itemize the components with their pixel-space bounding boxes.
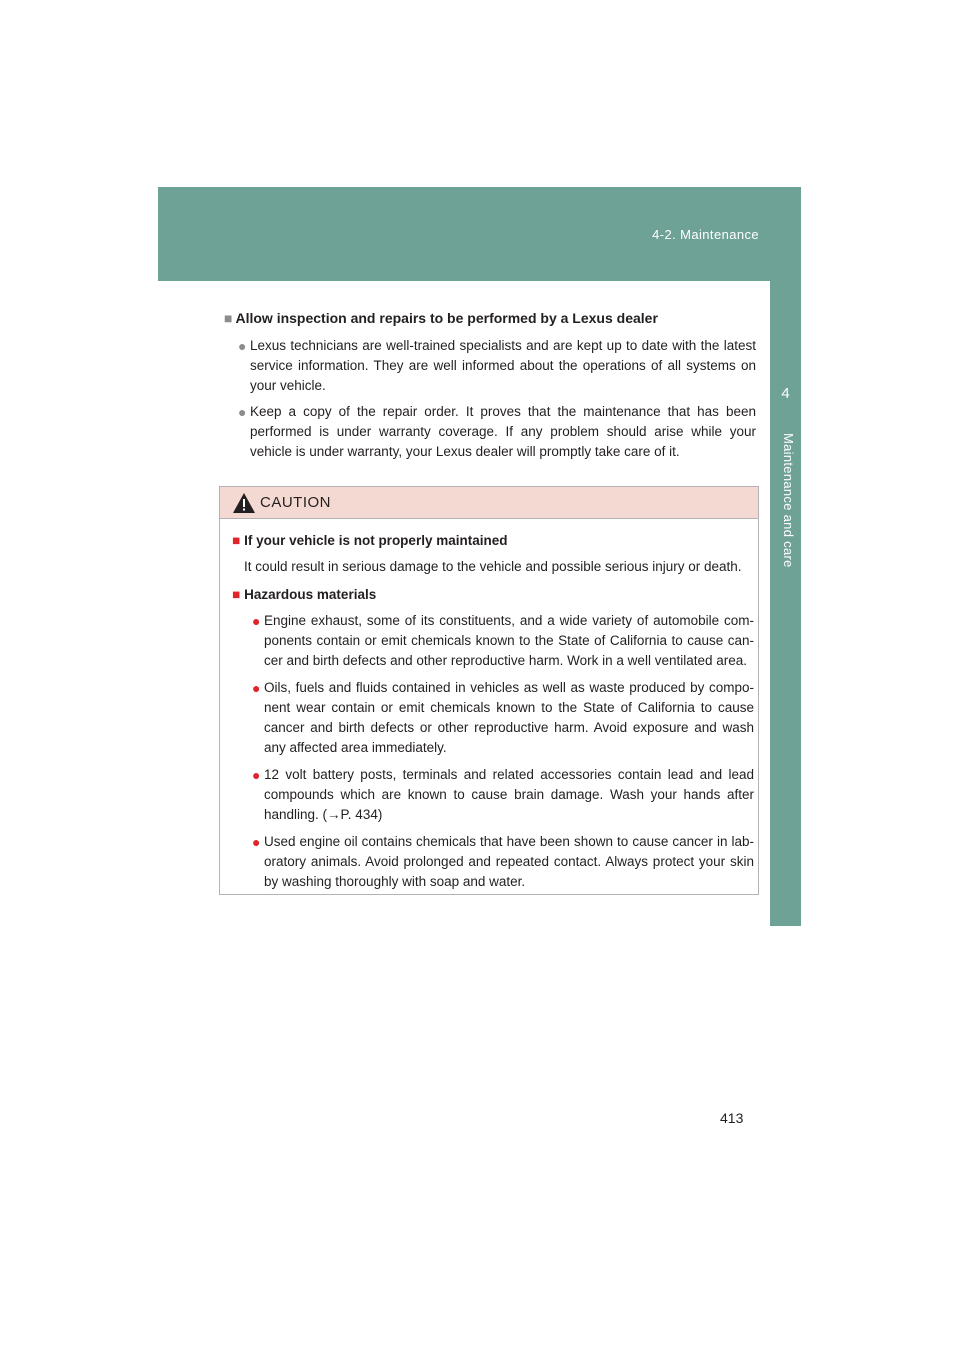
list-item: ● Used engine oil contains chemicals that have been shown to cause cancer in lab-oratory animals. Avoid prolonged and repeated contact. Always protect your skin by washing thoroughly with soap and water. [252,834,754,889]
red-dot-icon: ● [252,613,261,629]
list-item: ● Oils, fuels and fluids contained in vehicles as well as waste produced by compo-nent wear contain or emit chemicals known to the State of California to cause cancer and birth defects or other reproductive harm. Avoid exposure and wash any affected area immediately. [252,680,754,755]
chapter-number: 4 [781,385,790,402]
bullet-dot-icon: ● [238,338,247,354]
section-heading: ■ Allow inspection and repairs to be performed by a Lexus dealer [224,310,658,326]
red-square-bullet-icon: ■ [232,587,241,602]
header-band [158,187,801,281]
red-dot-icon: ● [252,680,261,696]
chapter-label: Maintenance and care [781,433,796,568]
caution-heading: ■ If your vehicle is not properly maintained [232,533,508,548]
caution-text: It could result in serious damage to the vehicle and possible serious injury or death. [244,559,742,574]
list-item: ● Lexus technicians are well-trained specialists and are kept up to date with the latest service information. They are well informed about the operations of all systems on your vehicle. [238,338,756,393]
caution-body [232,531,754,899]
red-square-bullet-icon: ■ [232,533,241,548]
caution-header [220,487,758,519]
list-item: ● Keep a copy of the repair order. It proves that the maintenance that has been performed is under warranty coverage. If any problem should arise while your vehicle is under warranty, your Lexus dealer will promptly take care of it. [238,404,756,459]
warning-triangle-icon [232,492,256,514]
caution-box [219,486,759,895]
red-dot-icon: ● [252,767,261,783]
section-title: 4-2. Maintenance [652,227,759,242]
caution-title: CAUTION [260,494,331,511]
page-number: 413 [720,1110,744,1126]
chapter-side-tab [770,281,801,926]
square-bullet-icon: ■ [224,310,233,326]
list-item: ● 12 volt battery posts, terminals and related accessories contain lead and lead compounds which are known to cause brain damage. Wash your hands after handling. (→P. 434) [252,767,754,822]
caution-heading: ■ Hazardous materials [232,587,377,602]
main-content [224,308,756,468]
list-item: ● Engine exhaust, some of its constituents, and a wide variety of automobile com-ponents contain or emit chemicals known to the State of California to cause can-cer and birth defects and other reproductive harm. Work in a well ventilated area. [252,613,754,668]
red-dot-icon: ● [252,834,261,850]
bullet-dot-icon: ● [238,404,247,420]
